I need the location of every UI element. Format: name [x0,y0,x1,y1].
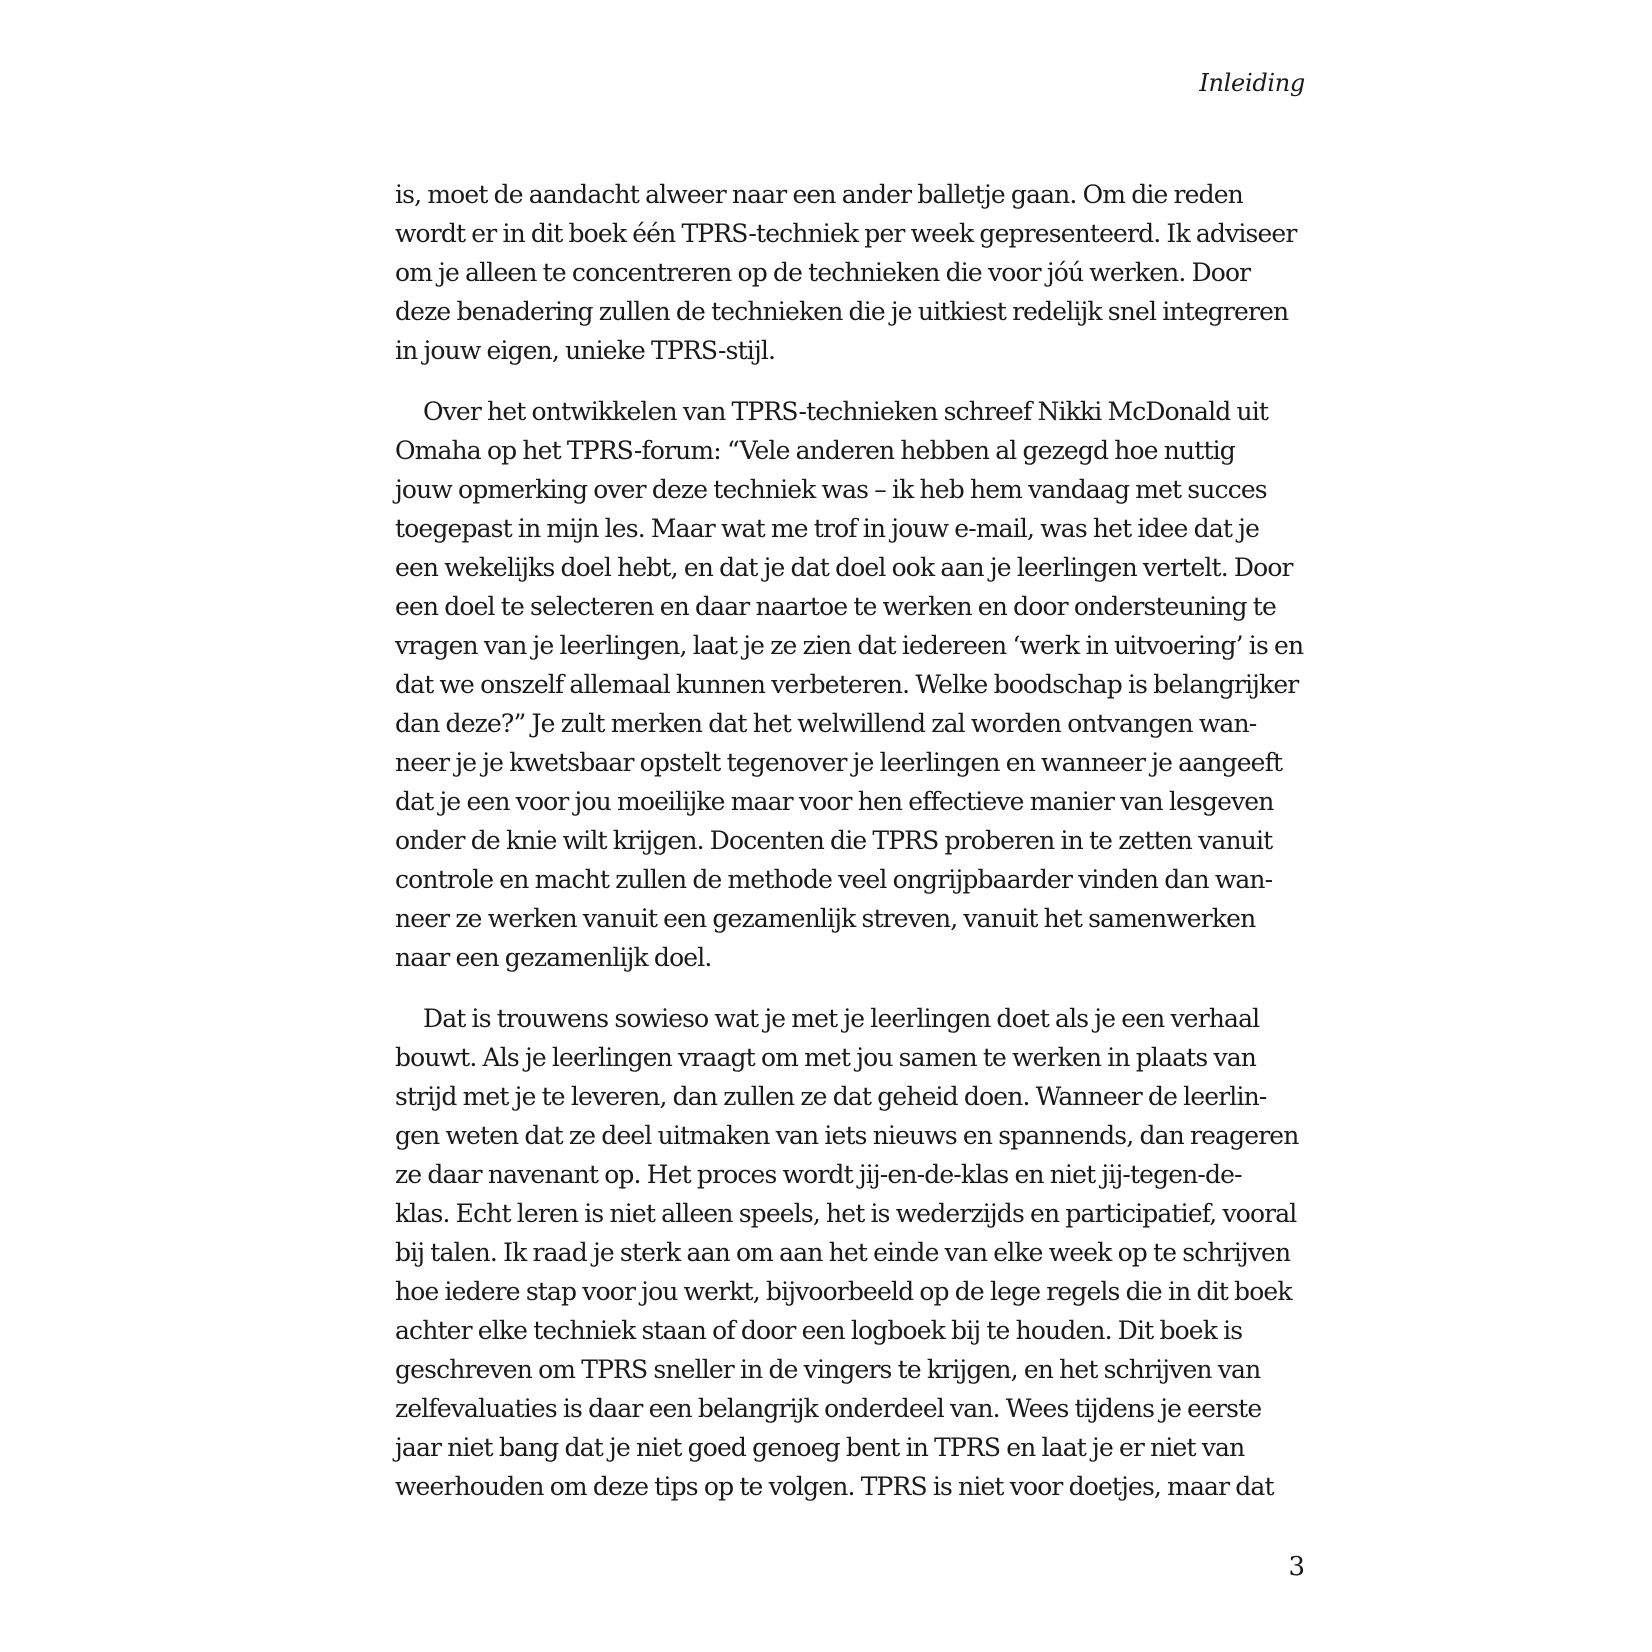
text-line: Omaha op het TPRS-forum: “Vele anderen hebben al gezegd hoe nuttig [395,436,1235,465]
text-line: vragen van je leerlingen, laat je ze zien dat iedereen ‘werk in uitvoering’ is en [395,631,1304,660]
paragraph-2 [395,392,1305,977]
text-line: is, moet de aandacht alweer naar een ander balletje gaan. Om die reden [395,180,1243,209]
text-line: onder de knie wilt krijgen. Docenten die TPRS proberen in te zetten vanuit [395,826,1273,855]
text-line: wordt er in dit boek één TPRS-techniek per week gepresenteerd. Ik adviseer [395,219,1297,248]
text-line: ze daar navenant op. Het proces wordt jij-en-de-klas en niet jij-tegen-de- [395,1160,1242,1189]
text-line: achter elke techniek staan of door een logboek bij te houden. Dit boek is [395,1316,1243,1345]
running-header-title: Inleiding [1199,69,1305,97]
text-line: Dat is trouwens sowieso wat je met je leerlingen doet als je een verhaal [423,1004,1260,1033]
text-line: zelfevaluaties is daar een belangrijk onderdeel van. Wees tijdens je eerste [395,1394,1262,1423]
paragraph-1 [395,175,1305,370]
text-line: klas. Echt leren is niet alleen speels, het is wederzijds en participatief, vooral [395,1199,1297,1228]
text-line: jouw opmerking over deze techniek was – ik heb hem vandaag met succes [395,475,1267,504]
text-line: geschreven om TPRS sneller in de vingers te krijgen, en het schrijven van [395,1355,1261,1384]
text-line: neer je je kwetsbaar opstelt tegenover je leerlingen en wanneer je aangeeft [395,748,1283,777]
body-text [395,175,1305,1528]
text-line: dan deze?” Je zult merken dat het welwillend zal worden ontvangen wan- [395,709,1257,738]
text-line: Over het ontwikkelen van TPRS-technieken schreef Nikki McDonald uit [423,397,1269,426]
text-line: neer ze werken vanuit een gezamenlijk streven, vanuit het samenwerken [395,904,1256,933]
text-line: in jouw eigen, unieke TPRS-stijl. [395,336,776,365]
text-line: een wekelijks doel hebt, en dat je dat doel ook aan je leerlingen vertelt. Door [395,553,1293,582]
text-line: dat we onszelf allemaal kunnen verbeteren. Welke boodschap is belangrijker [395,670,1299,699]
text-line: bouwt. Als je leerlingen vraagt om met jou samen te werken in plaats van [395,1043,1257,1072]
text-line: dat je een voor jou moeilijke maar voor hen effectieve manier van lesgeven [395,787,1274,816]
text-line: toegepast in mijn les. Maar wat me trof in jouw e-mail, was het idee dat je [395,514,1260,543]
text-line: jaar niet bang dat je niet goed genoeg bent in TPRS en laat je er niet van [395,1433,1245,1462]
page-number: 3 [1288,1552,1305,1582]
text-line: bij talen. Ik raad je sterk aan om aan het einde van elke week op te schrijven [395,1238,1291,1267]
text-line: weerhouden om deze tips op te volgen. TPRS is niet voor doetjes, maar dat [395,1472,1274,1501]
text-line: strijd met je te leveren, dan zullen ze dat geheid doen. Wanneer de leerlin- [395,1082,1267,1111]
text-line: naar een gezamenlijk doel. [395,943,712,972]
text-line: gen weten dat ze deel uitmaken van iets nieuws en spannends, dan reageren [395,1121,1299,1150]
text-line: deze benadering zullen de technieken die je uitkiest redelijk snel integreren [395,297,1289,326]
text-line: hoe iedere stap voor jou werkt, bijvoorbeeld op de lege regels die in dit boek [395,1277,1292,1306]
text-line: om je alleen te concentreren op de technieken die voor jóú werken. Door [395,258,1251,287]
text-line: controle en macht zullen de methode veel ongrijpbaarder vinden dan wan- [395,865,1273,894]
text-line: een doel te selecteren en daar naartoe te werken en door ondersteuning te [395,592,1276,621]
paragraph-3 [395,999,1305,1506]
